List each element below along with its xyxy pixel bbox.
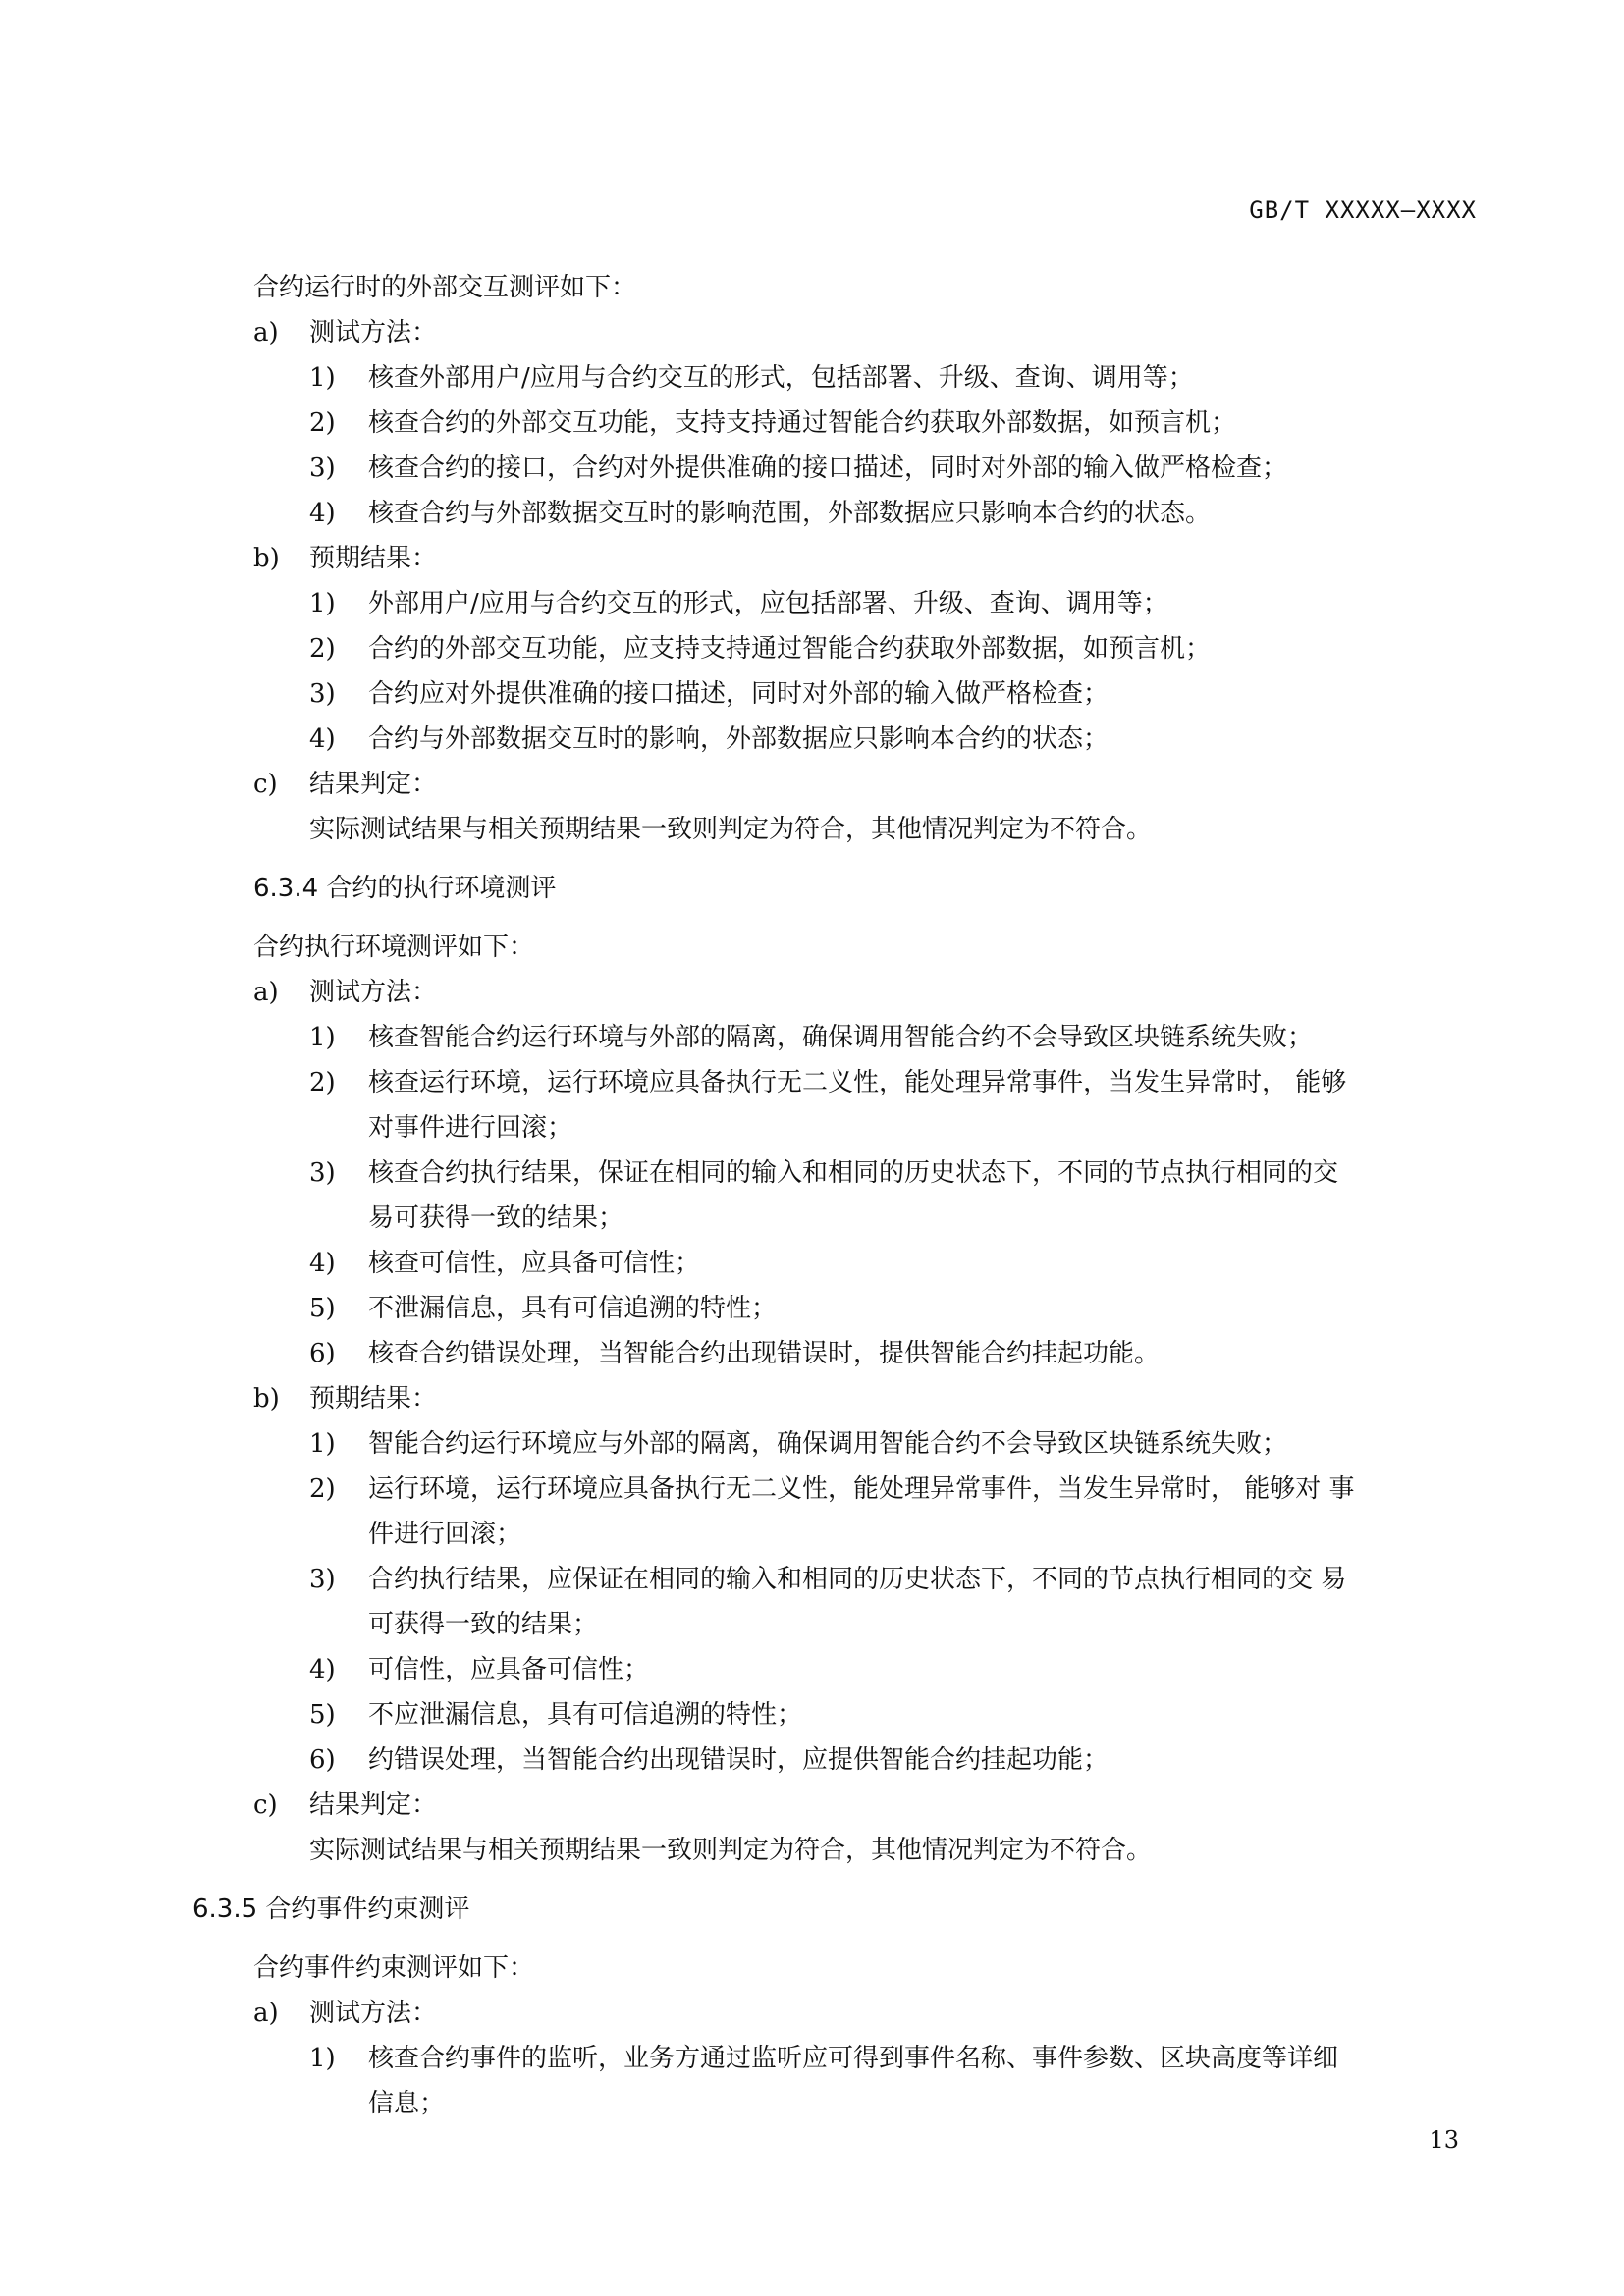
item-text: 核查合约的外部交互功能，支持支持通过智能合约获取外部数据，如预言机； [368, 408, 1237, 438]
list-item-c [0, 762, 1624, 807]
item-number: 1) [309, 1429, 336, 1459]
section-intro: 合约运行时的外部交互测评如下： [253, 273, 637, 302]
list-item [0, 1150, 1624, 1196]
item-text-continuation: 易可获得一致的结果； [368, 1203, 624, 1233]
item-text: 约错误处理，当智能合约出现错误时，应提供智能合约挂起功能； [368, 1745, 1110, 1775]
item-text: 合约与外部数据交互时的影响，外部数据应只影响本合约的状态； [368, 724, 1110, 754]
item-label: b) [253, 544, 280, 573]
item-number: 5) [309, 1700, 336, 1730]
item-text: 不应泄漏信息，具有可信追溯的特性； [368, 1700, 803, 1730]
list-item [0, 671, 1624, 717]
section-intro: 合约执行环境测评如下： [253, 933, 535, 962]
item-text-continuation: 可获得一致的结果； [368, 1610, 599, 1639]
item-label: c) [253, 770, 278, 799]
list-item-a [0, 970, 1624, 1015]
item-label: a) [253, 1999, 279, 2028]
item-text: 合约执行结果，应保证在相同的输入和相同的历史状态下，不同的节点执行相同的交 易 [368, 1565, 1347, 1594]
item-text: 核查智能合约运行环境与外部的隔离，确保调用智能合约不会导致区块链系统失败； [368, 1023, 1314, 1052]
item-text: 不泄漏信息，具有可信追溯的特性； [368, 1294, 778, 1323]
item-number: 3) [309, 454, 336, 483]
item-title: 结果判定： [309, 770, 438, 799]
list-item-b [0, 536, 1624, 581]
item-text: 外部用户/应用与合约交互的形式，应包括部署、升级、查询、调用等； [368, 589, 1168, 618]
section-heading-6-3-4: 6.3.4 合约的执行环境测评 [253, 874, 557, 903]
item-number: 4) [309, 1655, 336, 1684]
item-title: 测试方法： [309, 1999, 438, 2028]
item-text: 核查合约错误处理，当智能合约出现错误时，提供智能合约挂起功能。 [368, 1339, 1161, 1368]
item-text: 智能合约运行环境应与外部的隔离，确保调用智能合约不会导致区块链系统失败； [368, 1429, 1288, 1459]
list-item [0, 1060, 1624, 1105]
page-body [0, 265, 1624, 2126]
list-item [0, 1467, 1624, 1512]
list-item [0, 446, 1624, 491]
item-number: 3) [309, 1565, 336, 1594]
list-item [0, 1692, 1624, 1737]
item-number: 3) [309, 679, 336, 709]
item-text: 核查合约的接口，合约对外提供准确的接口描述，同时对外部的输入做严格检查； [368, 454, 1288, 483]
item-number: 6) [309, 1339, 336, 1368]
item-number: 1) [309, 589, 336, 618]
item-title: 预期结果： [309, 544, 438, 573]
item-text: 合约应对外提供准确的接口描述，同时对外部的输入做严格检查； [368, 679, 1110, 709]
item-number: 1) [309, 363, 336, 393]
item-number: 1) [309, 1023, 336, 1052]
item-number: 2) [309, 408, 336, 438]
item-number: 4) [309, 1249, 336, 1278]
judgement-text: 实际测试结果与相关预期结果一致则判定为符合，其他情况判定为不符合。 [309, 1836, 1153, 1865]
item-title: 测试方法： [309, 978, 438, 1007]
section-intro: 合约事件约束测评如下： [253, 1953, 535, 1983]
item-title: 结果判定： [309, 1790, 438, 1820]
list-item [0, 1331, 1624, 1376]
list-item [0, 1015, 1624, 1060]
list-item [0, 1557, 1624, 1602]
item-label: b) [253, 1384, 280, 1414]
item-text: 可信性，应具备可信性； [368, 1655, 650, 1684]
item-text: 核查运行环境，运行环境应具备执行无二义性，能处理异常事件，当发生异常时， 能够 [368, 1068, 1347, 1097]
item-title: 预期结果： [309, 1384, 438, 1414]
page-number: 13 [1429, 2126, 1459, 2154]
item-label: a) [253, 318, 279, 347]
item-text: 运行环境，运行环境应具备执行无二义性，能处理异常事件，当发生异常时， 能够对 事 [368, 1474, 1355, 1504]
item-text: 核查外部用户/应用与合约交互的形式，包括部署、升级、查询、调用等； [368, 363, 1194, 393]
item-text-continuation: 件进行回滚； [368, 1520, 522, 1549]
list-item [0, 355, 1624, 400]
item-number: 5) [309, 1294, 336, 1323]
item-number: 1) [309, 2044, 336, 2073]
item-number: 3) [309, 1158, 336, 1188]
list-item [0, 2036, 1624, 2081]
item-text: 合约的外部交互功能，应支持支持通过智能合约获取外部数据，如预言机； [368, 634, 1212, 664]
list-item [0, 717, 1624, 762]
item-text: 核查可信性，应具备可信性； [368, 1249, 701, 1278]
list-item [0, 400, 1624, 446]
item-text: 核查合约执行结果，保证在相同的输入和相同的历史状态下，不同的节点执行相同的交 [368, 1158, 1339, 1188]
item-number: 2) [309, 1068, 336, 1097]
list-item [0, 1737, 1624, 1783]
item-number: 2) [309, 1474, 336, 1504]
list-item [0, 581, 1624, 626]
list-item-a [0, 1991, 1624, 2036]
list-item-c [0, 1783, 1624, 1828]
document-id-header: GB/T XXXXX—XXXX [1249, 196, 1477, 224]
item-number: 4) [309, 724, 336, 754]
item-text-continuation: 对事件进行回滚； [368, 1113, 573, 1143]
item-number: 6) [309, 1745, 336, 1775]
item-label: a) [253, 978, 279, 1007]
list-item-b [0, 1376, 1624, 1421]
list-item [0, 626, 1624, 671]
list-item [0, 1241, 1624, 1286]
item-number: 4) [309, 499, 336, 528]
section-heading-6-3-5: 6.3.5 合约事件约束测评 [192, 1895, 470, 1924]
list-item [0, 491, 1624, 536]
item-title: 测试方法： [309, 318, 438, 347]
judgement-text: 实际测试结果与相关预期结果一致则判定为符合，其他情况判定为不符合。 [309, 815, 1153, 844]
item-label: c) [253, 1790, 278, 1820]
item-text-continuation: 信息； [368, 2089, 446, 2118]
list-item [0, 1647, 1624, 1692]
list-item-a [0, 310, 1624, 355]
item-text: 核查合约事件的监听，业务方通过监听应可得到事件名称、事件参数、区块高度等详细 [368, 2044, 1339, 2073]
item-text: 核查合约与外部数据交互时的影响范围，外部数据应只影响本合约的状态。 [368, 499, 1212, 528]
item-number: 2) [309, 634, 336, 664]
list-item [0, 1421, 1624, 1467]
list-item [0, 1286, 1624, 1331]
